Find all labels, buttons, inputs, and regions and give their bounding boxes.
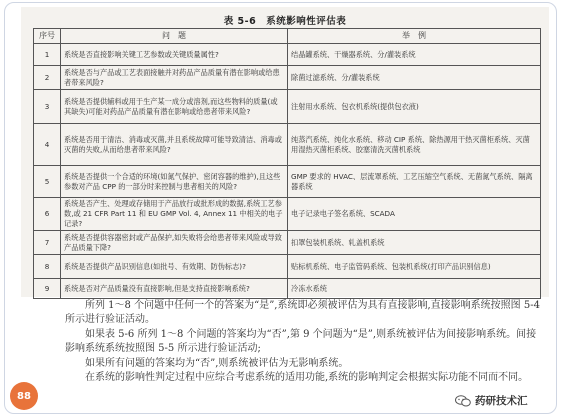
row-example: 贴标机系统、电子监管码系统、包装机系统(打印产品识别信息) — [288, 255, 541, 279]
row-example: 除菌过滤系统、分/灌装系统 — [288, 66, 541, 90]
row-number: 5 — [34, 166, 61, 198]
slide — [4, 2, 557, 414]
watermark-text: 药研技术汇 — [475, 395, 528, 407]
row-question: 系统是否与产品或工艺表面接触并对药品产品质量有潜在影响或给患者带来风险? — [61, 66, 288, 90]
row-question: 系统是否对产品质量没有直接影响,但是支持直接影响系统? — [61, 279, 288, 299]
row-example: GMP 要求的 HVAC、层流罩系统、工艺压缩空气系统、无菌氮气系统、隔离器系统 — [288, 166, 541, 198]
wechat-icon — [455, 395, 471, 407]
row-number: 4 — [34, 124, 61, 166]
paragraph-consideration: 在系统的影响性判定过程中应综合考虑系统的适用功能,系统的影响判定会根据实际功能不同而不同。 — [85, 372, 529, 384]
paragraph-indirect-impact: 如果表 5-6 所列 1～8 个问题的答案均为“否”,第 9 个问题为“是”,则系统被评估为间接影响系统。间接影响系统系统按照图 5-5 所示进行验证活动; — [65, 328, 537, 355]
row-question: 系统是否用于清洁、消毒或灭菌,并且系统故障可能导致清洁、消毒或灭菌的失败,从而给患者带来风险? — [61, 124, 288, 166]
table-row — [34, 66, 541, 90]
table-row — [34, 255, 541, 279]
row-number: 7 — [34, 231, 61, 255]
table-row — [34, 90, 541, 124]
watermark — [455, 393, 528, 408]
row-number: 2 — [34, 66, 61, 90]
row-question: 系统是否提供产品识别信息(如批号、有效期、防伪标志)? — [61, 255, 288, 279]
row-number: 1 — [34, 44, 61, 66]
table-header-row — [34, 29, 541, 44]
table-row — [34, 279, 541, 299]
table-row — [34, 198, 541, 231]
row-number: 3 — [34, 90, 61, 124]
row-example: 电子记录电子签名系统、SCADA — [288, 198, 541, 231]
row-number: 9 — [34, 279, 61, 299]
header-question: 问 题 — [61, 29, 288, 44]
row-example: 结晶罐系统、干燥器系统、分/灌装系统 — [288, 44, 541, 66]
page-number-badge: 88 — [10, 382, 38, 410]
row-question: 系统是否提供辅料或用于生产某一成分或溶剂,而这些物料的质量(或其缺失)可能对药品产品质量有潜在影响或给患者带来风险? — [61, 90, 288, 124]
paragraph-no-impact: 如果所有问题的答案均为“否”,则系统被评估为无影响系统。 — [85, 357, 349, 369]
row-example: 扣罩包装机系统、轧盖机系统 — [288, 231, 541, 255]
table-row — [34, 44, 541, 66]
row-question: 系统是否提供容器密封或产品保护,如失败将会给患者带来风险或导致产品质量下降? — [61, 231, 288, 255]
row-number: 8 — [34, 255, 61, 279]
table-row — [34, 166, 541, 198]
paragraph-direct-impact: 所列 1～8 个问题中任何一个的答案为“是”,系统即必须被评估为具有直接影响,直接影响系统按照图 5-4 所示进行验证活动。 — [65, 300, 540, 326]
table-caption: 表 5-6 系统影响性评估表 — [223, 16, 347, 27]
row-number: 6 — [34, 198, 61, 231]
row-example: 注射用水系统、包衣机系统(提供包衣液) — [288, 90, 541, 124]
header-example: 举 例 — [288, 29, 541, 44]
impact-assessment-table — [33, 28, 541, 299]
row-question: 系统是否提供一个合适的环境(如氮气保护、密闭容器的维护),且这些参数对产品 CPP 的一部分时来控制与患者相关的风险? — [61, 166, 288, 198]
table-row — [34, 124, 541, 166]
scanned-table-image — [21, 7, 549, 297]
row-example: 纯蒸汽系统、纯化水系统、移动 CIP 系统、除热源用干热灭菌柜系统、灭菌用湿热灭菌柜系统、胶塞清洗灭菌机系统 — [288, 124, 541, 166]
row-question: 系统是否产生、处理或存储用于产品放行或批形成的数据,系统工艺参数,或 21 CFR Part 11 和 EU GMP Vol. 4, Annex 11 中相关的电子记录? — [61, 198, 288, 231]
header-no: 序号 — [34, 29, 61, 44]
row-question: 系统是否直接影响关键工艺参数或关键质量属性? — [61, 44, 288, 66]
row-example: 冷冻水系统 — [288, 279, 541, 299]
table-row — [34, 231, 541, 255]
body-text — [65, 299, 545, 385]
